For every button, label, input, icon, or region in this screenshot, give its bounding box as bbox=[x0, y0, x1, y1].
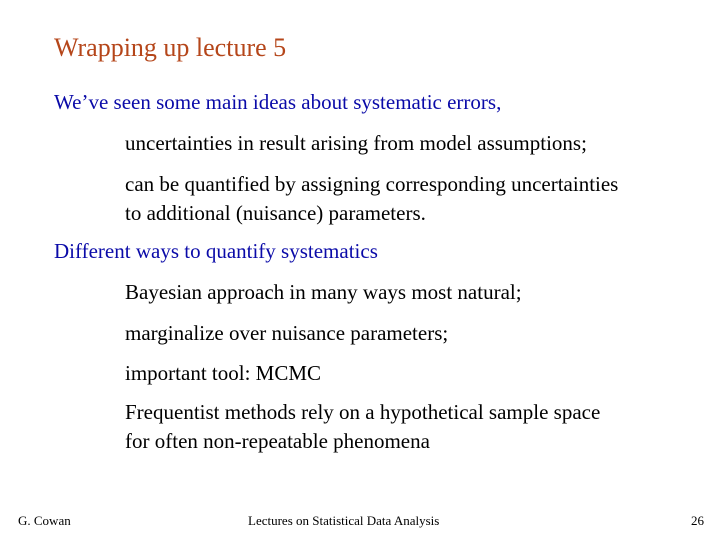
footer-page-number: 26 bbox=[691, 513, 704, 528]
bullet-nuisance-line-2: to additional (nuisance) parameters. bbox=[125, 201, 426, 225]
bullet-bayesian: Bayesian approach in many ways most natural; bbox=[125, 280, 522, 304]
bullet-mcmc: important tool: MCMC bbox=[125, 361, 322, 385]
bullet-marginalize: marginalize over nuisance parameters; bbox=[125, 321, 449, 345]
bullet-nuisance-line-1: can be quantified by assigning corresponding uncertainties bbox=[125, 172, 619, 196]
section-heading-quantify-systematics: Different ways to quantify systematics bbox=[54, 239, 378, 263]
bullet-frequentist-line-2: for often non-repeatable phenomena bbox=[125, 429, 430, 453]
footer-course: Lectures on Statistical Data Analysis bbox=[248, 513, 440, 528]
footer-author: G. Cowan bbox=[18, 513, 71, 528]
bullet-frequentist-line-1: Frequentist methods rely on a hypothetical sample space bbox=[125, 400, 601, 424]
section-heading-systematic-errors: We’ve seen some main ideas about systematic errors, bbox=[54, 90, 502, 114]
slide-title: Wrapping up lecture 5 bbox=[54, 33, 287, 62]
bullet-model-assumptions: uncertainties in result arising from model assumptions; bbox=[125, 131, 587, 155]
